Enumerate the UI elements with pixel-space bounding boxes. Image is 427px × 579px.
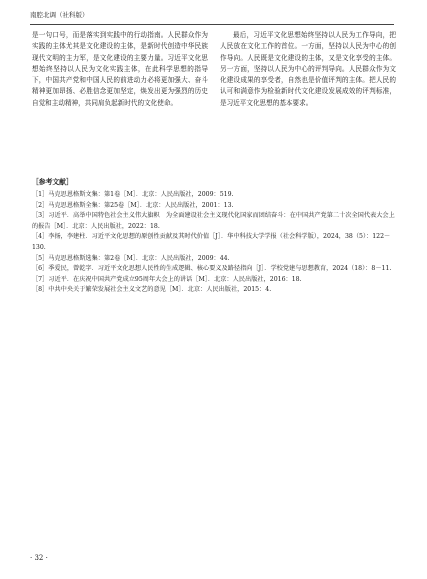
references-list [32,190,396,296]
reference-item: ［6］季爱民，曾乾字．习近平文化思想人民性的生成逻辑、核心要义及路径指向［J］．学校党建与思想教育，2024（18）：8－11. [32,265,392,273]
reference-item: ［4］李扬，李建柱．习近平文化思想的原创性贡献及其时代价值［J］．华中科技大学学报（社会科学版），2024，38（5）：122－130. [32,233,391,251]
reference-item: ［1］马克思恩格斯文集：第1卷［M］．北京：人民出版社，2009：519. [32,191,234,198]
running-header: 南腔北调（社科版） [30,11,89,19]
reference-item: ［2］马克思恩格斯全集：第25卷［M］．北京：人民出版社，2001：13. [32,201,234,209]
reference-item: ［5］马克思恩格斯选集：第2卷［M］．北京：人民出版社，2009：44. [32,254,230,262]
page-number: · 32 · [30,554,48,562]
header-rule [30,24,394,25]
body-paragraph: 是一句口号，而是落实到实践中的行动指南。人民群众作为实践的主体尤其是文化建设的主体，是新时代创造中华民族现代文明的主力军，是文化建设的主要力量。习近平文化思想始终坚持以人民为文化实践主体，在此科学思想的指导下，中国共产党和中国人民的前进动力必将更加强大、奋斗精神更加昂扬、必胜信念更加坚定，焕发出更为强烈的历史自觉和主动精神，共同肩负起新时代的文化使命。 [32,31,208,107]
reference-item: ［8］中共中央关于繁荣发展社会主义文艺的意见［M］．北京：人民出版社，2015：4. [32,286,272,294]
references-title: ［参考文献］ [32,178,73,186]
body-column-left [32,30,208,109]
reference-item: ［7］习近平．在庆祝中国共产党成立95周年大会上的讲话［M］．北京：人民出版社，2016：18. [32,275,302,283]
reference-item: ［3］习近平．高举中国特色社会主义伟大旗帜 为全面建设社会主义现代化国家而团结奋斗：在中国共产党第二十次全国代表大会上的报告［M］．北京：人民出版社，2022：18. [32,212,395,230]
body-column-right [220,30,396,109]
body-paragraph: 最后，习近平文化思想始终坚持以人民为工作导向，把人民放在文化工作的首位。一方面，坚持以人民为中心的创作导向。人民既是文化建设的主体，又是文化享受的主体。另一方面，坚持以人民为中心的评判导向。人民群众作为文化建设成果的享受者，自然也是价值评判的主体。把人民的认可和满意作为检验新时代文化建设发展成效的评判标准，是习近平文化思想的基本要求。 [220,31,396,107]
